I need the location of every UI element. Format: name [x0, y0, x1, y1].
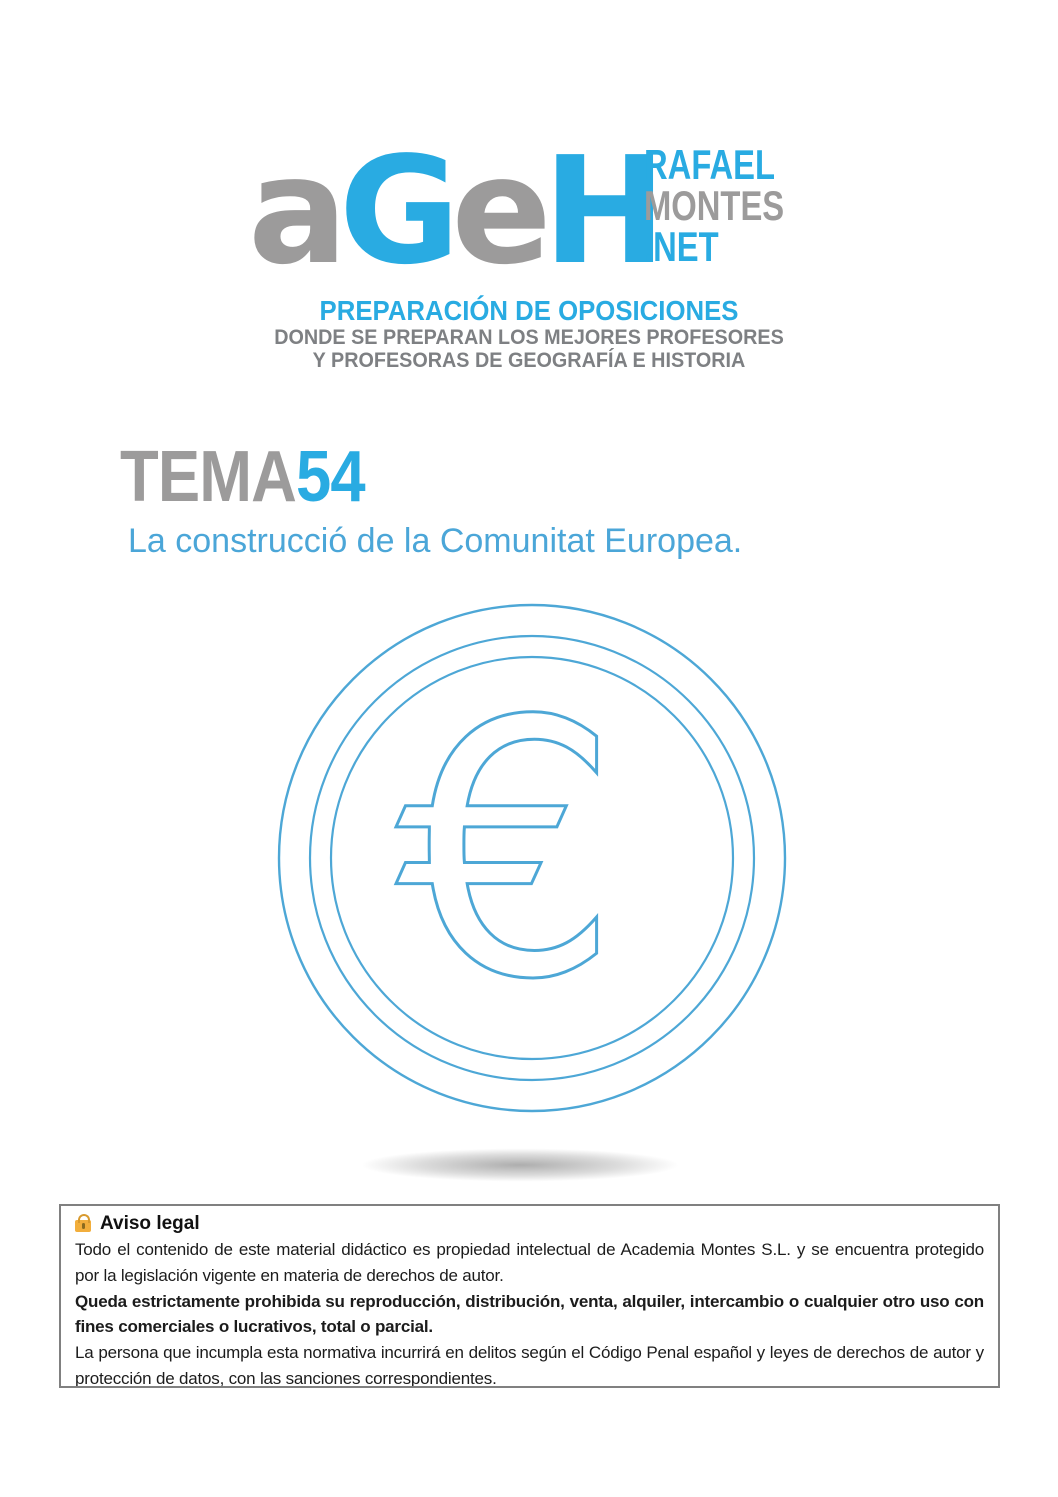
legal-heading-row — [75, 1211, 984, 1237]
tagline-line2: DONDE SE PREPARAN LOS MEJORES PROFESORES — [274, 325, 784, 349]
logo-letter-g: G — [338, 125, 452, 297]
tema-title-number: 54 — [295, 437, 365, 517]
legal-paragraph-bold: Queda estrictamente prohibida su reproducción, distribución, venta, alquiler, intercambio o cualquier otro uso con fines comerciales o lucrativos, total o parcial. — [75, 1291, 984, 1337]
euro-coin-outline-icon — [270, 578, 794, 1122]
coin-shadow — [300, 1142, 740, 1188]
legal-paragraph: Todo el contenido de este material didáctico es propiedad intelectual de Academia Montes S.L. y se encuentra protegido por la legislación vigente en materia de derechos de autor. — [75, 1240, 984, 1285]
tema-subtitle: La construcció de la Comunitat Europea. — [128, 522, 743, 560]
logo-letter-a: a — [248, 125, 339, 297]
wordmark-line-montes: MONTES — [644, 182, 785, 229]
legal-paragraph: La persona que incumpla esta normativa incurrirá en delitos según el Código Penal español y leyes de derechos de autor y protección de datos, con las sanciones correspondientes. — [75, 1343, 984, 1388]
tagline-line3: Y PROFESORAS DE GEOGRAFÍA E HISTORIA — [312, 348, 746, 372]
tema-title-prefix: TEMA — [120, 437, 296, 517]
euro-symbol: € — [396, 647, 620, 1057]
wordmark-line-rafael: RAFAEL — [644, 141, 776, 188]
legal-heading-text: Aviso legal — [100, 1213, 200, 1234]
wordmark-line-net: .NET — [644, 223, 719, 270]
padlock-icon — [75, 1220, 91, 1232]
logo-letter-h: H — [542, 125, 658, 297]
tagline-primary: PREPARACIÓN DE OPOSICIONES — [319, 295, 739, 326]
tagline-block — [42, 296, 1015, 372]
legal-notice-box — [59, 1204, 1000, 1388]
logo-letter-e: e — [451, 125, 543, 297]
ageh-logo — [248, 125, 658, 297]
tema-title — [120, 437, 365, 517]
rafael-montes-wordmark — [644, 141, 824, 270]
